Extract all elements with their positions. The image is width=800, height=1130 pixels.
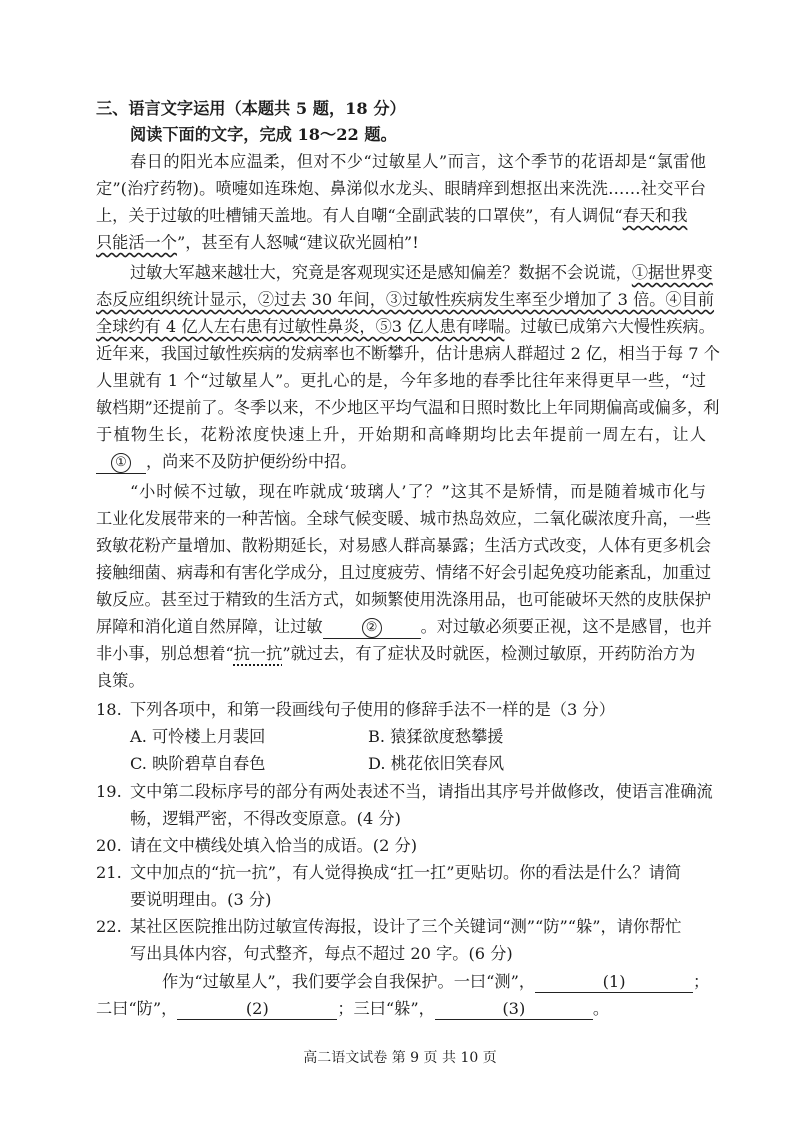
passage-p1-line3: 上，关于过敏的吐槽铺天盖地。有人自嘲“全副武装的口罩侠”，有人调侃“春天和我 — [96, 206, 688, 225]
passage-p2-line8: ① ，尚来不及防护便纷纷中招。 — [96, 451, 706, 474]
numbered-segment-cont: 态反应组织统计显示，②过去 30 年间，③过敏性疾病发生率至少增加了 3 倍。④目前 — [96, 290, 715, 309]
dotted-phrase: 抗一抗 — [233, 644, 283, 663]
passage-p2-line2 — [96, 289, 715, 311]
passage-p3-line6: 屏障和消化道自然屏障，让过敏 ② 。对过敏必须要正视，这不是感冒，也并 — [96, 616, 706, 639]
q18-option-c[interactable]: C. 映阶碧草自春色 — [130, 754, 266, 773]
section-instruction: 阅读下面的文字，完成 18～22 题。 — [130, 125, 397, 144]
fill-blank-2[interactable]: ② — [323, 617, 421, 639]
question-22-answer-line2: 二曰“防”， (2) ；三曰“躲”， (3) 。 — [96, 999, 609, 1018]
passage-p3-line1: “小时候不过敏，现在咋就成‘玻璃人’了？”这其不是矫情，而是随着城市化与 — [130, 482, 706, 501]
passage-p3-line8: 良策。 — [96, 671, 145, 690]
passage-p1-line4: 只能活一个”，甚至有人怒喊“建议砍光圆柏”! — [96, 233, 419, 252]
passage-p1-line2: 定”(治疗药物)。喷嚏如连珠炮、鼻涕似水龙头、眼睛痒到想抠出来洗洗……社交平台 — [96, 179, 706, 198]
q18-option-b[interactable]: B. 猿猱欲度愁攀援 — [368, 727, 504, 746]
passage-p3-line2: 工业化发展带来的一种苦恼。全球气候变暖、城市热岛效应，二氧化碳浓度升高，一些 — [96, 509, 712, 528]
q18-option-a[interactable]: A. 可怜楼上月裴回 — [130, 727, 266, 746]
underlined-sentence-cont: 只能活一个 — [96, 233, 177, 252]
passage-p2-line5: 人里就有 1 个“过敏星人”。更扎心的是，今年多地的春季比往年来得更早一些，“过 — [96, 371, 706, 390]
passage-p2-line3: 全球约有 4 亿人左右患有过敏性鼻炎，⑤3 亿人患有哮喘。过敏已成第六大慢性疾病。 — [96, 317, 715, 336]
numbered-segment-end: 全球约有 4 亿人左右患有过敏性鼻炎，⑤3 亿人患有哮喘 — [96, 317, 505, 336]
q18-option-d[interactable]: D. 桃花依旧笑春风 — [368, 754, 505, 773]
section-title: 三、语言文字运用（本题共 5 题，18 分） — [96, 99, 406, 118]
underlined-sentence: 春天和我 — [622, 206, 688, 225]
fill-blank-1[interactable]: ① — [96, 452, 146, 474]
passage-p3-line7: 非小事，别总想着“抗一抗”就过去，有了症状及时就医，检测过敏原，开药防治方为 — [96, 644, 696, 663]
passage-p3-line5: 敏反应。甚至过于精致的生活方式，如频繁使用洗涤用品，也可能破坏天然的皮肤保护 — [96, 590, 712, 609]
question-19: 19. 文中第二段标序号的部分有两处表述不当，请指出其序号并做修改，使语言准确流 — [96, 782, 713, 801]
question-22-answer-line1: 作为“过敏星人”，我们要学会自我保护。一曰“测”， (1) ； — [162, 972, 710, 991]
passage-p3-line4: 接触细菌、病毒和有害化学成分，且过度疲劳、情绪不好会引起免疫功能紊乱，加重过 — [96, 563, 712, 582]
passage-p2-line1: 过敏大军越来越壮大，究竟是客观现实还是感知偏差？数据不会说谎，①据世界变 — [130, 263, 713, 282]
question-22: 22. 某社区医院推出防过敏宣传海报，设计了三个关键词“测”“防”“躲”，请你帮忙 — [96, 917, 682, 936]
answer-blank-2[interactable]: (2) — [177, 999, 337, 1020]
passage-p3-line3: 致敏花粉产量增加、散粉期延长，对易感人群高暴露；生活方式改变，人体有更多机会 — [96, 536, 712, 555]
numbered-segment: ①据世界变 — [631, 263, 713, 282]
page-footer: 高二语文试卷 第 9 页 共 10 页 — [303, 1050, 497, 1066]
question-21-cont: 要说明理由。(3 分) — [130, 890, 272, 909]
passage-p2-line7: 于植物生长，花粉浓度快速上升，开始期和高峰期均比去年提前一周左右，让人 — [96, 425, 706, 444]
question-21: 21. 文中加点的“抗一抗”，有人觉得换成“扛一扛”更贴切。你的看法是什么？请简 — [96, 863, 682, 882]
passage-p2-line4: 近年来，我国过敏性疾病的发病率也不断攀升，估计患病人群超过 2 亿，相当于每 7 个 — [96, 344, 720, 363]
answer-blank-1[interactable]: (1) — [535, 972, 693, 993]
question-20: 20. 请在文中横线处填入恰当的成语。(2 分) — [96, 836, 418, 855]
question-22-cont: 写出具体内容，句式整齐，每点不超过 20 字。(6 分) — [130, 944, 513, 963]
answer-blank-3[interactable]: (3) — [435, 999, 593, 1020]
passage-p2-line6: 敏档期”还提前了。冬季以来，不少地区平均气温和日照时数比上年同期偏高或偏多，利 — [96, 398, 720, 417]
passage-p1-line1: 春日的阳光本应温柔，但对不少“过敏星人”而言，这个季节的花语却是“氯雷他 — [130, 152, 706, 171]
question-19-cont: 畅，逻辑严密，不得改变原意。(4 分) — [130, 809, 401, 828]
question-18: 18. 下列各项中，和第一段画线句子使用的修辞手法不一样的是（3 分） — [96, 700, 615, 719]
